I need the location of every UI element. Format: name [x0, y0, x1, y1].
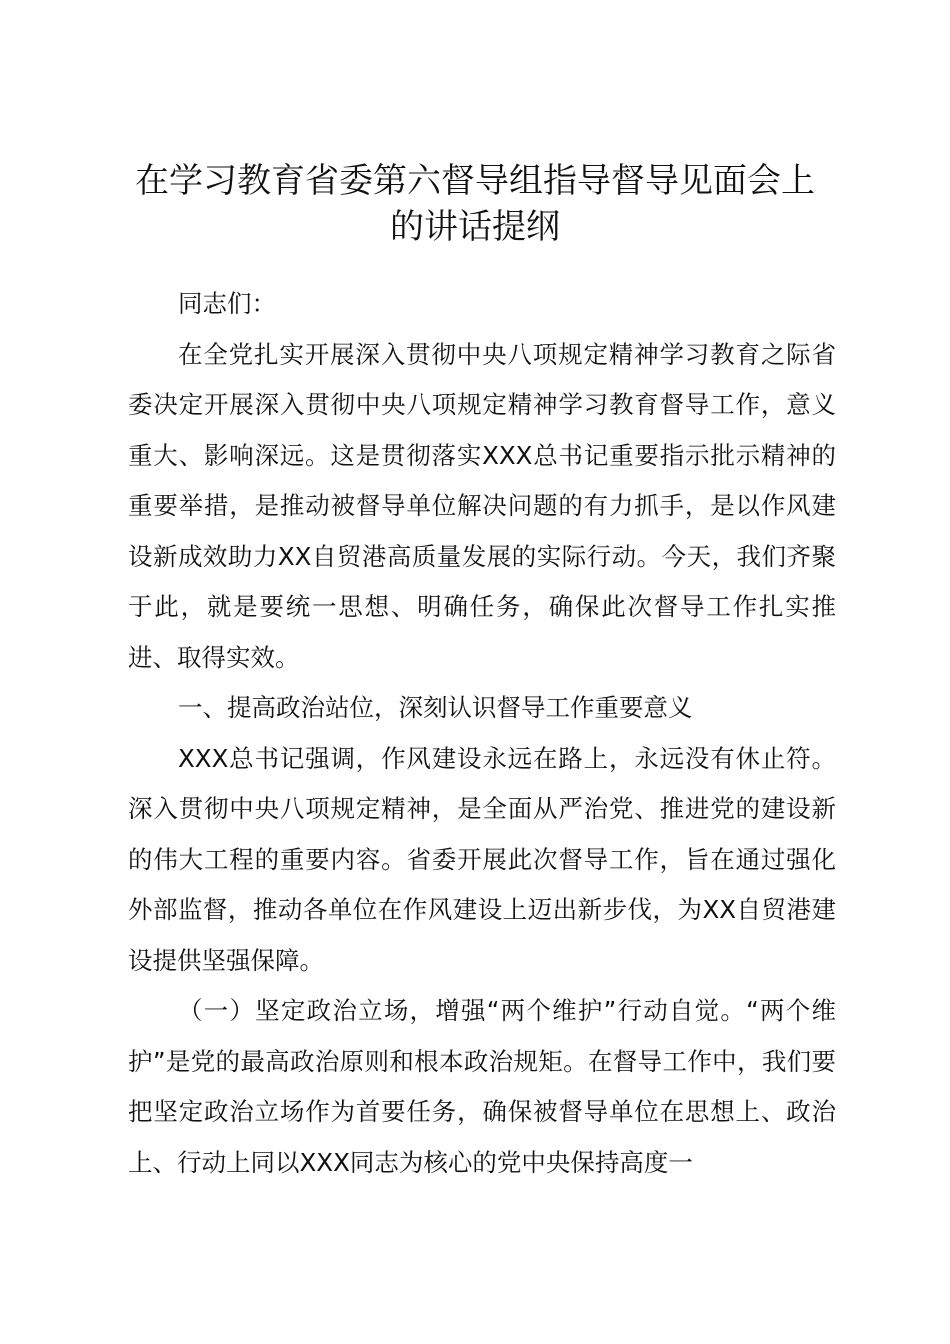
section-heading-1: 一、提高政治站位，深刻认识督导工作重要意义 — [178, 693, 693, 722]
title-line-1: 在学习教育省委第六督导组指导督导见面会上 — [135, 161, 815, 201]
paragraph-subsection-1: （一）坚定政治立场，增强“两个维护”行动自觉。“两个维护”是党的最高政治原则和根本政治规矩。在督导工作中，我们要把坚定政治立场作为首要任务，确保被督导单位在思想上、政治上、行动上同以XXX同志为核心的党中央保持高度一 — [128, 996, 836, 1177]
title-line-2: 的讲话提纲 — [390, 207, 560, 247]
document-body — [128, 279, 836, 1188]
paragraph-section-1: XXX总书记强调，作风建设永远在路上，永远没有休止符。深入贯彻中央八项规定精神，是全面从严治党、推进党的建设新的伟大工程的重要内容。省委开展此次督导工作，旨在通过强化外部监督，推动各单位在作风建设上迈出新步伐，为XX自贸港建设提供坚强保障。 — [128, 743, 836, 975]
salutation: 同志们： — [178, 289, 276, 318]
document-title — [110, 158, 840, 250]
paragraph-intro: 在全党扎实开展深入贯彻中央八项规定精神学习教育之际省委决定开展深入贯彻中央八项规定精神学习教育督导工作，意义重大、影响深远。这是贯彻落实XXX总书记重要指示批示精神的重要举措，是推动被督导单位解决问题的有力抓手，是以作风建设新成效助力XX自贸港高质量发展的实际行动。今天，我们齐聚于此，就是要统一思想、明确任务，确保此次督导工作扎实推进、取得实效。 — [128, 339, 836, 672]
